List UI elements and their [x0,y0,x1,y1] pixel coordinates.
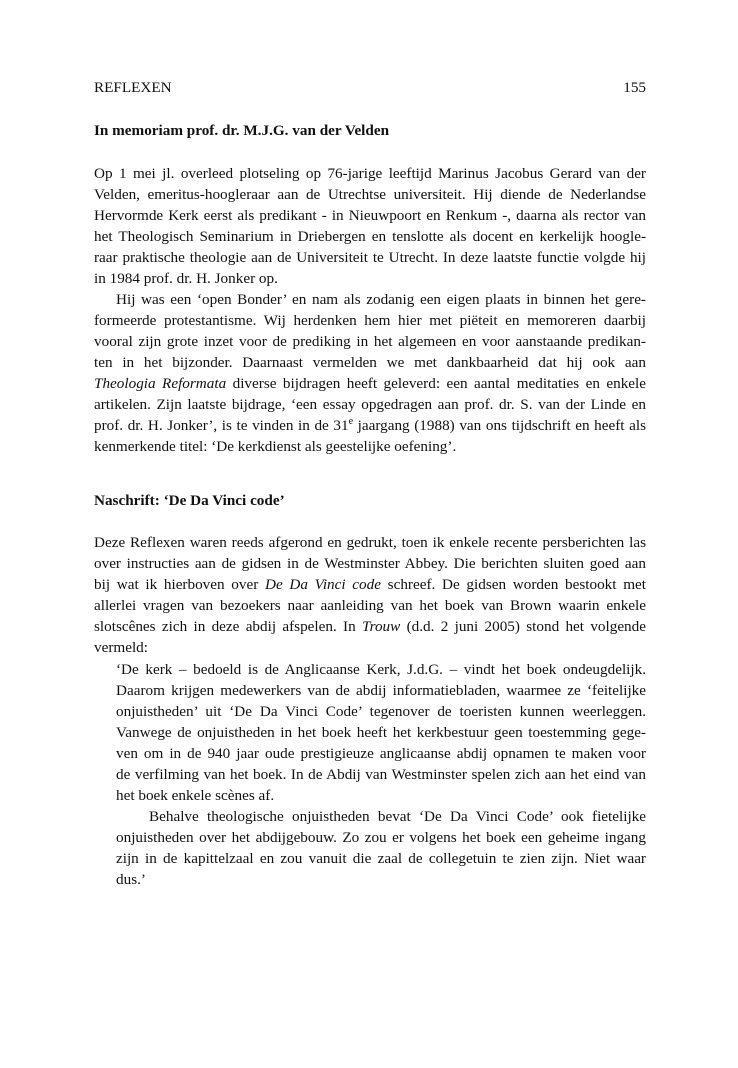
quote-line: Vanwege de onjuistheden in het boek heeft het kerkbestuur geen toestemming gege- [116,724,646,741]
naschrift-line: vermeld: [94,639,148,656]
quote-line: dus.’ [116,871,146,888]
quote-line: onjuistheden over het abdijgebouw. Zo zou er volgens het boek een geheime ingang [116,829,646,846]
quote-line: onjuistheden’ uit ‘De Da Vinci Code’ tegenover de toeristen kunnen weerleggen. [116,703,646,720]
book-title: De Da Vinci code [265,576,381,593]
memoriam-p1-line: in 1984 prof. dr. H. Jonker op. [94,270,278,287]
naschrift-line: slotscênes zich in deze abdij afspelen. In Trouw (d.d. 2 juni 2005) stond het volgende [94,618,646,635]
memoriam-p2-line: vooral zijn grote inzet voor de prediking in het algemeen en voor aanstaande predikan- [94,333,646,350]
running-header [94,78,646,98]
memoriam-p1-line: Op 1 mei jl. overleed plotseling op 76-jarige leeftijd Marinus Jacobus Gerard van der [94,165,646,182]
ordinal-superscript: e [348,416,354,427]
memoriam-p2-line: Theologia Reformata diverse bijdragen heeft geleverd: een aantal meditaties en enkele [94,375,647,392]
naschrift-line: over instructies aan de gidsen in de Westminster Abbey. Die berichten sluiten goed aan [94,555,646,572]
memoriam-p1-line: Velden, emeritus-hoogleraar aan de Utrechtse universiteit. Hij diende de Nederlandse [94,186,646,203]
memoriam-p1-line: raar praktische theologie aan de Universiteit te Utrecht. In deze laatste functie volgde hij [94,249,646,266]
memoriam-p2-line: Hij was een ‘open Bonder’ en nam als zodanig een eigen plaats in binnen het gere- [116,291,646,308]
memoriam-p2-line: prof. dr. H. Jonker’, is te vinden in de 31e jaargang (1988) van ons tijdschrift en heeft als [94,416,646,434]
quote-line: het boek enkele scènes af. [116,787,275,804]
memoriam-p1-line: het Theologisch Seminarium in Driebergen en tenslotte als docent en kerkelijk hoogle- [94,228,646,245]
naschrift-title: Naschrift: ‘De Da Vinci code’ [94,492,285,509]
quote-line: Behalve theologische onjuistheden bevat ‘De Da Vinci Code’ ook fietelijke [149,808,646,825]
quote-line: ven om in de 940 jaar oude prestigieuze anglicaanse abdij opnamen te maken voor [116,745,646,762]
quote-line: ‘De kerk – bedoeld is de Anglicaanse Kerk, J.d.G. – vindt het boek ondeugdelijk. [116,661,646,678]
memoriam-p1-line: Hervormde Kerk eerst als predikant - in Nieuwpoort en Renkum -, daarna als rector van [94,207,646,224]
running-title: REFLEXEN [94,79,172,96]
newspaper-title: Trouw [362,618,401,635]
journal-title: Theologia Reformata [94,375,227,392]
naschrift-line: allerlei vragen van bezoekers naar aanleiding van het boek van Brown waarin enkele [94,597,646,614]
memoriam-p2-line: ten in het bijzonder. Daarnaast vermelden we met dankbaarheid dat hij ook aan [94,354,646,371]
memoriam-p2-line: artikelen. Zijn laatste bijdrage, ‘een essay opgedragen aan prof. dr. S. van der Linde en [94,396,646,413]
page-number: 155 [623,79,646,96]
quote-line: zijn in de kapittelzaal en zou vanuit die zaal de collegetuin te zien zijn. Niet waar [116,850,646,867]
quote-line: de verfilming van het boek. In de Abdij van Westminster spelen zich aan het eind van [116,766,646,783]
memoriam-p2-line: kenmerkende titel: ‘De kerkdienst als geestelijke oefening’. [94,438,457,455]
naschrift-line: bij wat ik hierboven over De Da Vinci code schreef. De gidsen worden bestookt met [94,576,646,593]
naschrift-line: Deze Reflexen waren reeds afgerond en gedrukt, toen ik enkele recente persberichten las [94,534,646,551]
quote-line: Daarom krijgen medewerkers van de abdij informatiebladen, waarmee ze ‘feitelijke [116,682,646,699]
memoriam-p2-line: formeerde protestantisme. Wij herdenken hem hier met piëteit en memoreren daarbij [94,312,646,329]
memoriam-title: In memoriam prof. dr. M.J.G. van der Velden [94,122,390,139]
